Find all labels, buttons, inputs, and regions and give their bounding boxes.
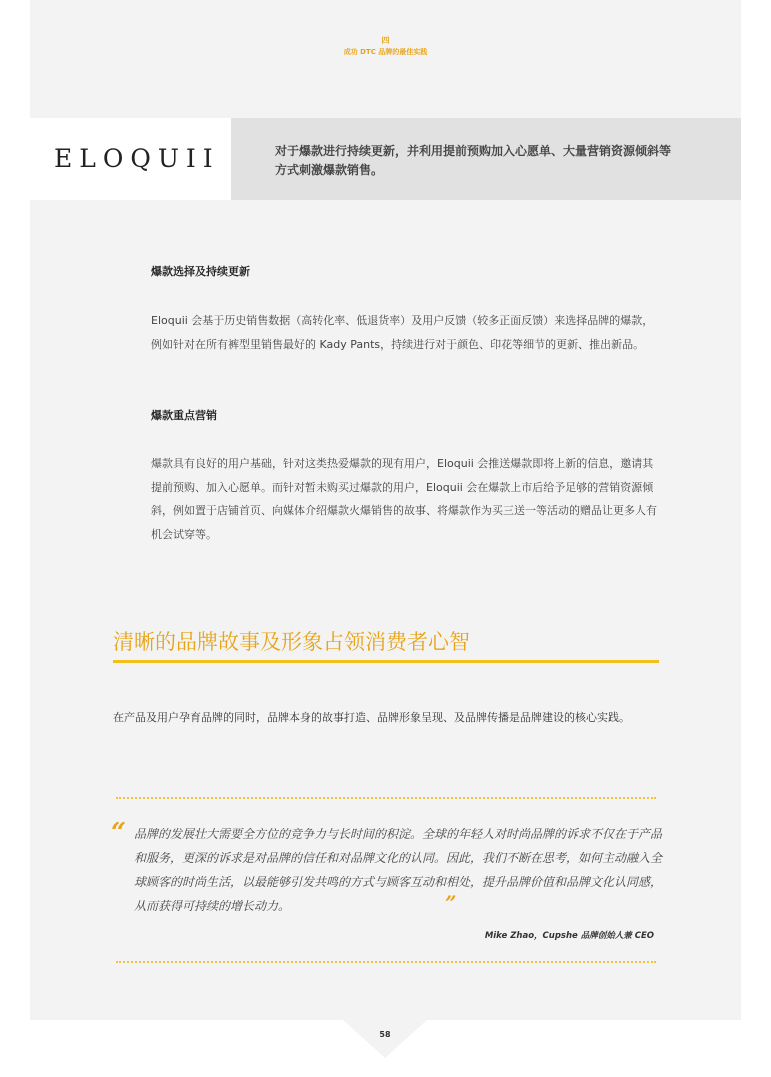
section-body-bestseller-selection: Eloquii 会基于历史销售数据（高转化率、低退货率）及用户反馈（较多正面反馈）来选择品牌的爆款，例如针对在所有裤型里销售最好的 Kady Pants，持续进行对于颜色、印花等细节的更新、推出新品。: [151, 314, 654, 351]
section-title-underline: [113, 660, 659, 663]
chapter-number: 四: [381, 36, 390, 45]
brand-summary: 对于爆款进行持续更新，并利用提前预购加入心愿单、大量营销资源倾斜等方式刺激爆款销售。: [275, 144, 672, 177]
main-section-intro: 在产品及用户孕育品牌的同时，品牌本身的故事打造、品牌形象呈现、及品牌传播是品牌建设的核心实践。: [113, 711, 630, 724]
quote-text: 品牌的发展壮大需要全方位的竞争力与长时间的积淀。全球的年轻人对时尚品牌的诉求不仅在于产品和服务，更深的诉求是对品牌的信任和对品牌文化的认同。因此，我们不断在思考，如何主动融入全球顾客的时尚生活，以最能够引发共鸣的方式与顾客互动和相处，提升品牌价值和品牌文化认同感，从而获得可持续的增长动力。: [134, 827, 663, 913]
page-number-tab: [343, 1020, 427, 1058]
brand-band: [30, 118, 741, 200]
section-heading-bestseller-marketing: 爆款重点营销: [151, 409, 217, 422]
quote-top-divider: [116, 797, 656, 799]
page-number: 58: [379, 1030, 391, 1039]
brand-logo-box: [30, 118, 231, 200]
section-heading-bestseller-selection: 爆款选择及持续更新: [151, 265, 250, 278]
quote-close-icon: ”: [445, 891, 457, 915]
eloquii-logo: ELOQUII: [54, 144, 220, 173]
brand-summary-box: [231, 118, 741, 200]
section-body-bestseller-marketing: 爆款具有良好的用户基础，针对这类热爱爆款的现有用户，Eloquii 会推送爆款即将上新的信息，邀请其提前预购、加入心愿单。而针对暂未购买过爆款的用户，Eloquii 会在爆款上市后给予足够的营销资源倾斜，例如置于店铺首页、向媒体介绍爆款火爆销售的故事、将爆款作为买三送一等活动的赠品让更多人有机会试穿等。: [151, 457, 657, 541]
quote-open-icon: “: [111, 818, 126, 848]
quote-attribution: Mike Zhao，Cupshe 品牌创始人兼 CEO: [484, 931, 654, 941]
quote-bottom-divider: [116, 961, 656, 963]
chapter-title: 成功 DTC 品牌的最佳实践: [343, 48, 428, 56]
main-section-title: 清晰的品牌故事及形象占领消费者心智: [113, 630, 470, 654]
page-header: [0, 36, 771, 58]
